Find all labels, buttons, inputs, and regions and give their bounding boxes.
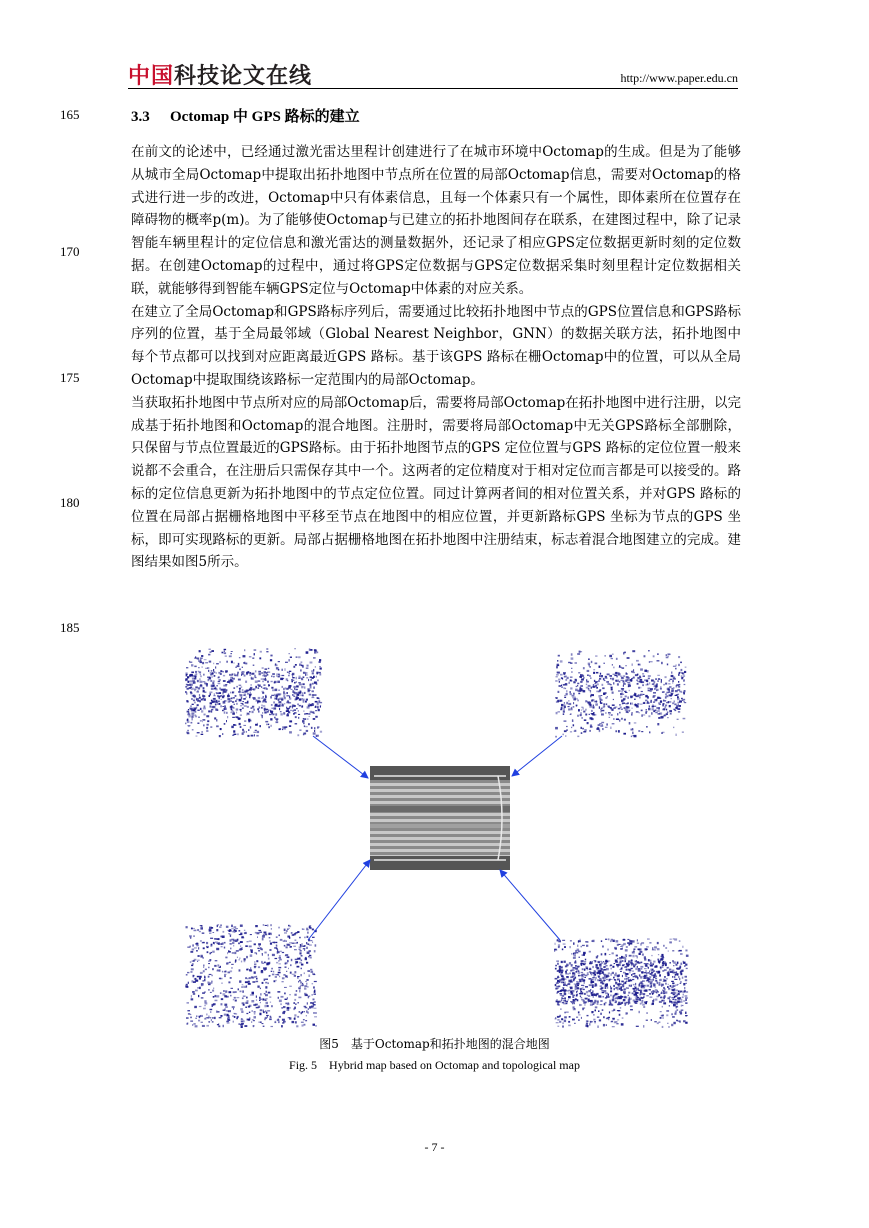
paragraph: 在建立了全局Octomap和GPS路标序列后，需要通过比较拓扑地图中节点的GPS位置信息和GPS路标序列的位置，基于全局最邻域（Global Nearest Neighbor，GNN）的数据关联方法，拓扑地图中每个节点都可以找到对应距离最近GPS 路标。基于该GPS 路标在栅Octomap中的位置，可以从全局Octomap中提取围绕该路标一定范围内的局部Octomap。 xyxy=(131,303,741,388)
paragraph: 当获取拓扑地图中节点所对应的局部Octomap后，需要将局部Octomap在拓扑地图中进行注册，以完成基于拓扑地图和Octomap的混合地图。注册时，需要将局部Octomap中无关GPS路标全部删除，只保留与节点位置最近的GPS路标。由于拓扑地图节点的GPS 定位位置与GPS 路标的定位位置一般来说都不会重合，在注册后只需保存其中一个。这两者的定位精度对于相对定位而言都是可以接受的。路标的定位信息更新为拓扑地图中的节点定位位置。同过计算两者间的相对位置关系，并对GPS 路标的位置在局部占据栅格地图中平移至节点在地图中的相应位置，并更新路标GPS 坐标为节点的GPS 坐标，即可实现路标的更新。局部占据栅格地图在拓扑地图中注册结束，标志着混合地图建立的完成。建图结果如图5所示。 xyxy=(131,394,741,571)
line-number: 165 xyxy=(60,107,80,122)
pointcloud-top-left xyxy=(185,648,322,737)
figure-caption-en: Fig. 5 Hybrid map based on Octomap and topological map xyxy=(289,1058,580,1072)
pointcloud-bottom-left xyxy=(185,924,317,1028)
logo-text-red: 中国 xyxy=(128,64,175,89)
site-logo xyxy=(128,64,312,90)
paragraph: 在前文的论述中，已经通过激光雷达里程计创建进行了在城市环境中Octomap的生成。但是为了能够从城市全局Octomap中提取出拓扑地图中节点所在位置的局部Octomap信息，需要对Octomap的格式进行进一步的改进，Octomap中只有体素信息，且每一个体素只有一个属性，即体素所在位置存在障碍物的概率p(m)。为了能够使Octomap与已建立的拓扑地图间存在联系，在建图过程中，除了记录智能车辆里程计的定位信息和激光雷达的测量数据外，还记录了相应GPS定位数据更新时刻的定位数据。在创建Octomap的过程中，通过将GPS定位数据与GPS定位数据采集时刻里程计定位数据相关联，就能够得到智能车辆GPS定位与Octomap中体素的对应关系。 xyxy=(131,144,741,297)
arrow-top-left xyxy=(313,736,368,778)
section-number: 3.3 xyxy=(131,109,150,125)
arrow-bottom-left xyxy=(308,860,370,940)
pointcloud-bottom-right xyxy=(554,938,688,1028)
arrow-top-right xyxy=(512,736,562,776)
arrow-bottom-right xyxy=(500,870,560,940)
pointcloud-top-right xyxy=(555,650,686,737)
topological-map-center xyxy=(370,766,510,870)
logo-text-dark: 科技论文在线 xyxy=(174,64,313,89)
body-text xyxy=(131,141,741,574)
figure-caption-cn: 图5 基于Octomap和拓扑地图的混合地图 xyxy=(319,1037,550,1051)
hybrid-map-figure xyxy=(180,648,690,1028)
line-number: 175 xyxy=(60,370,80,385)
header-url[interactable]: http://www.paper.edu.cn xyxy=(620,71,738,85)
header-rule xyxy=(128,88,738,89)
figure-canvas xyxy=(180,648,690,1028)
section-heading xyxy=(131,105,360,126)
section-title: Octomap 中 GPS 路标的建立 xyxy=(170,109,360,125)
line-number: 170 xyxy=(60,244,80,259)
line-number: 185 xyxy=(60,620,80,635)
line-number: 180 xyxy=(60,495,80,510)
page-number: - 7 - xyxy=(424,1140,445,1154)
